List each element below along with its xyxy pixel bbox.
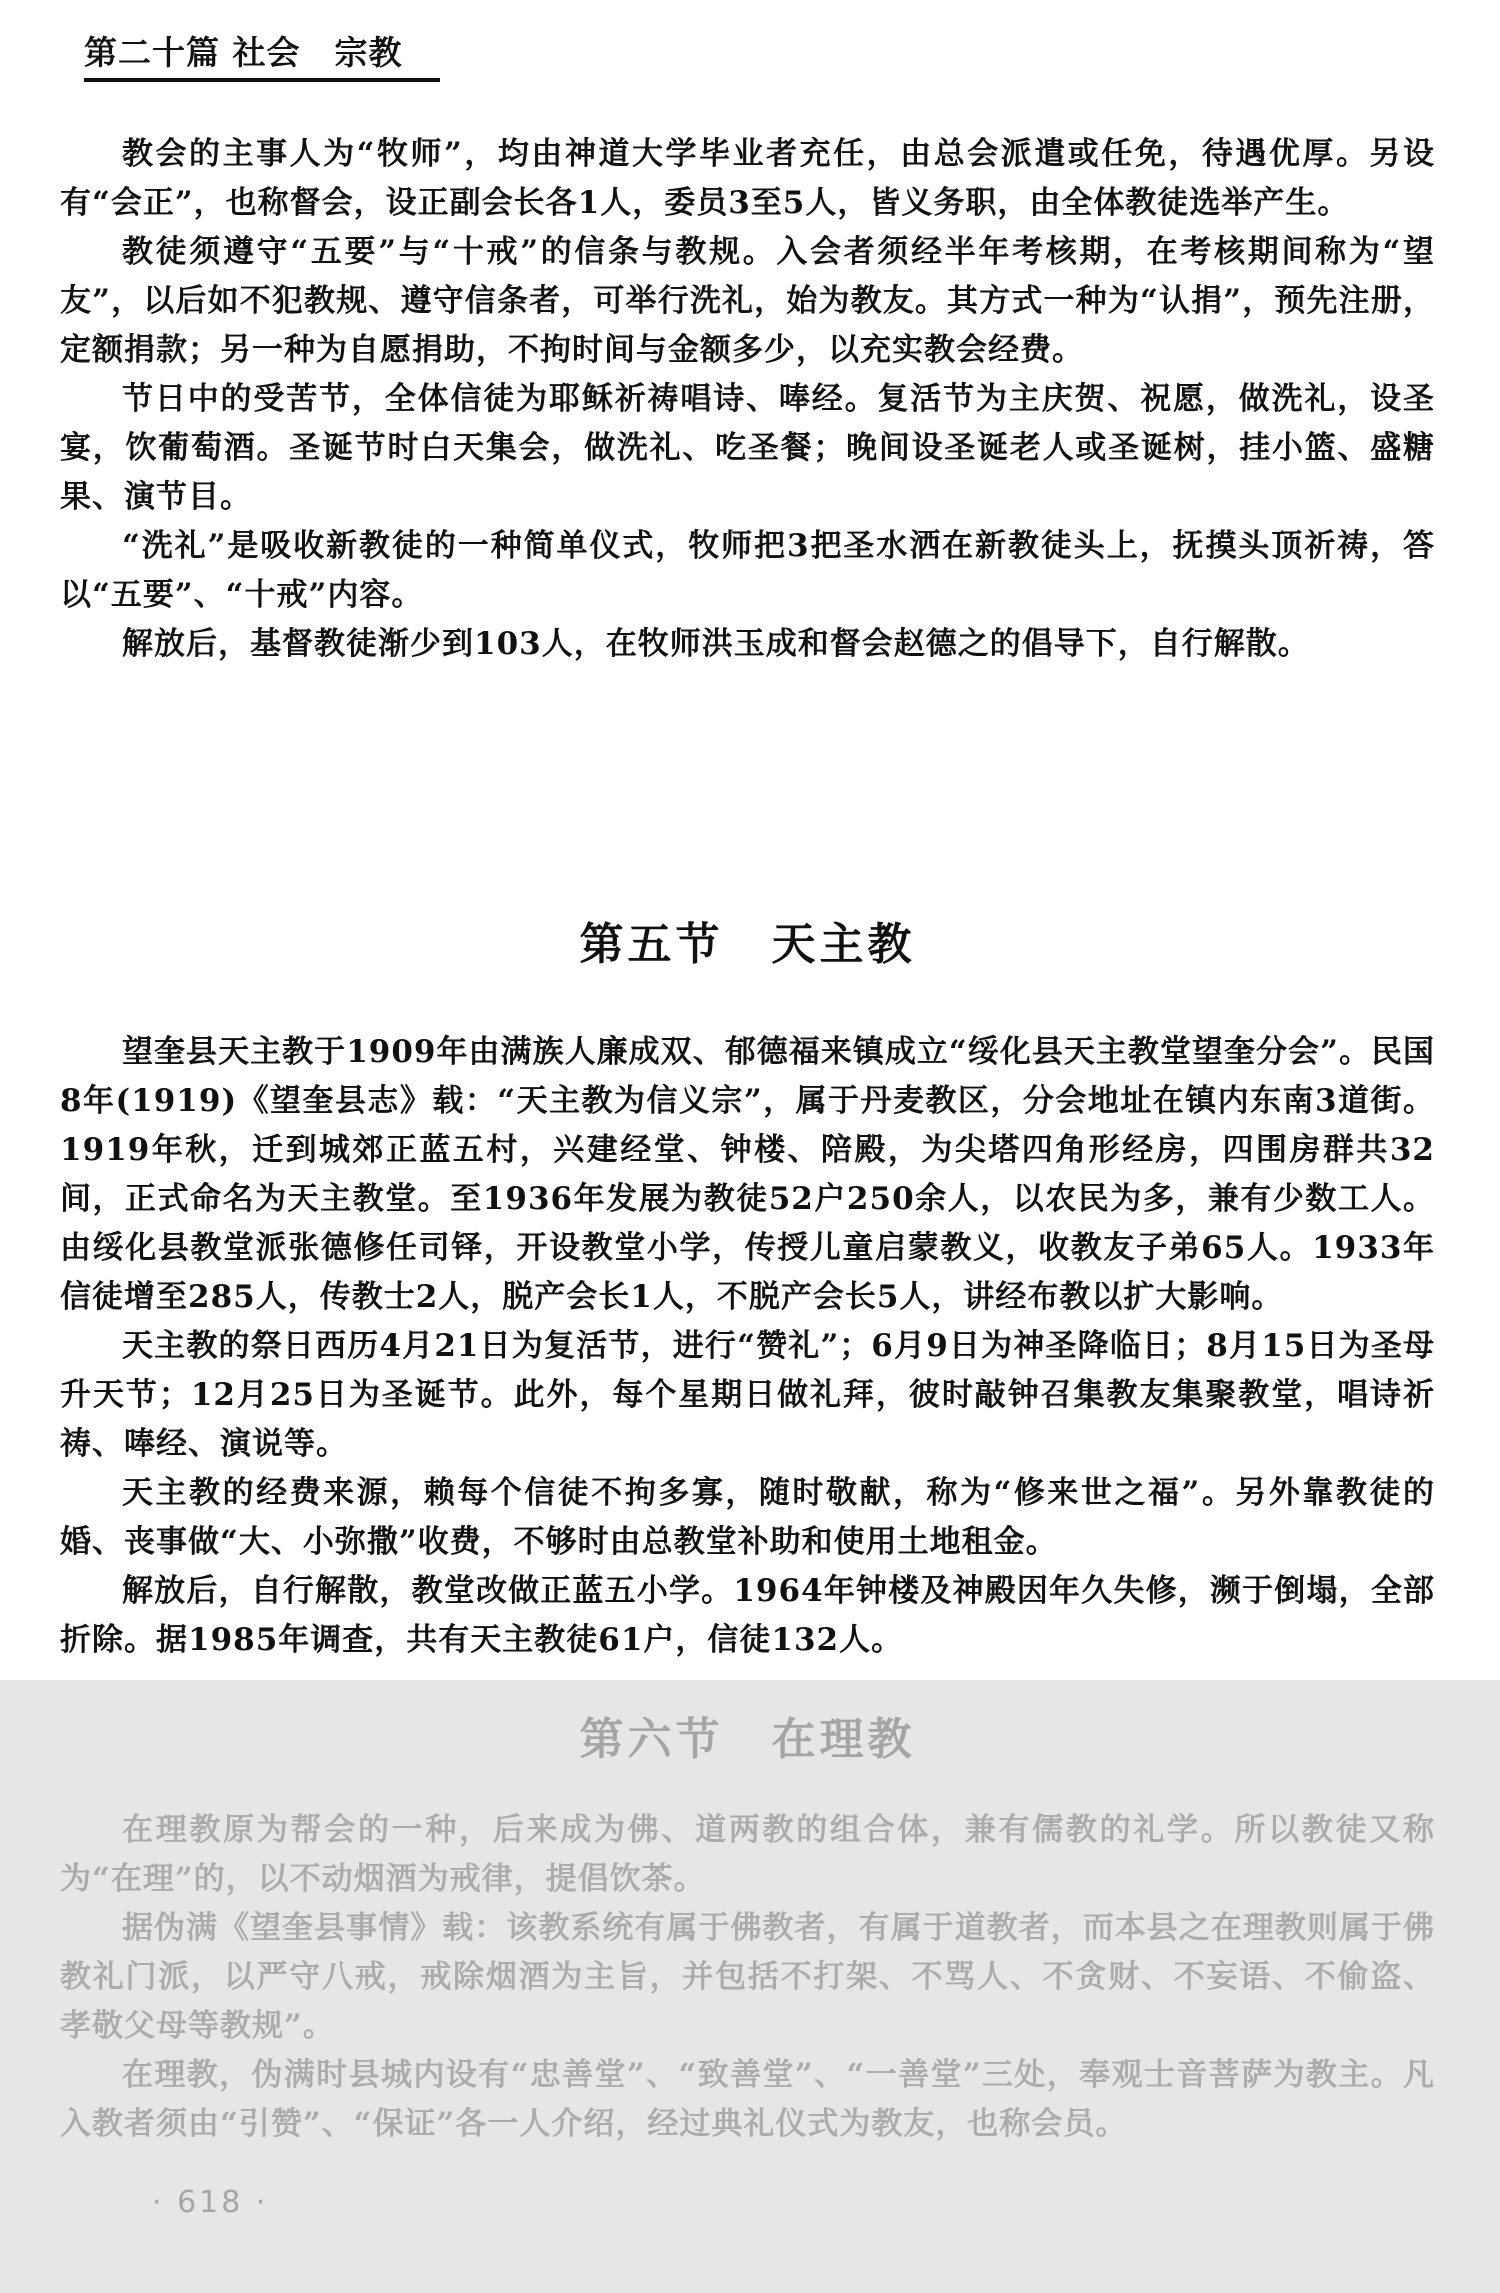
- paragraph: “洗礼”是吸收新教徒的一种简单仪式，牧师把3把圣水洒在新教徒头上，抚摸头顶祈祷，答以“五要”、“十戒”内容。: [60, 528, 1435, 613]
- paragraph: 解放后，基督教徒渐少到103人，在牧师洪玉成和督会赵德之的倡导下，自行解散。: [122, 626, 1310, 662]
- christianity-continued: [60, 130, 1435, 669]
- running-header: 第二十篇 社会 宗教: [84, 28, 440, 82]
- paragraph: 教徒须遵守“五要”与“十戒”的信条与教规。入会者须经半年考核期，在考核期间称为“望友”，以后如不犯教规、遵守信条者，可举行洗礼，始为教友。其方式一种为“认捐”，预先注册，定额捐款；另一种为自愿捐助，不拘时间与金额多少，以充实教会经费。: [60, 234, 1435, 368]
- section-body-zailijiao: [60, 1806, 1435, 2149]
- paragraph: 天主教的经费来源，赖每个信徒不拘多寡，随时敬献，称为“修来世之福”。另外靠教徒的婚、丧事做“大、小弥撒”收费，不够时由总教堂补助和使用土地租金。: [60, 1475, 1435, 1560]
- paragraph: 天主教的祭日西历4月21日为复活节，进行“赞礼”；6月9日为神圣降临日；8月15日为圣母升天节；12月25日为圣诞节。此外，每个星期日做礼拜，彼时敲钟召集教友集聚教堂，唱诗祈祷、唪经、演说等。: [60, 1328, 1435, 1462]
- paragraph: 节日中的受苦节，全体信徒为耶稣祈祷唱诗、唪经。复活节为主庆贺、祝愿，做洗礼，设圣宴，饮葡萄酒。圣诞节时白天集会，做洗礼、吃圣餐；晚间设圣诞老人或圣诞树，挂小篮、盛糖果、演节目。: [60, 381, 1435, 515]
- section-body-catholicism: [60, 1028, 1435, 1665]
- paragraph: 教会的主事人为“牧师”，均由神道大学毕业者充任，由总会派遣或任免，待遇优厚。另设有“会正”，也称督会，设正副会长各1人，委员3至5人，皆义务职，由全体教徒选举产生。: [60, 136, 1435, 221]
- page-number: · 618 ·: [152, 2185, 269, 2220]
- section-zailijiao: [60, 1710, 1435, 2149]
- paragraph: 在理教原为帮会的一种，后来成为佛、道两教的组合体，兼有儒教的礼学。所以教徒又称为“在理”的，以不动烟酒为戒律，提倡饮茶。: [60, 1812, 1435, 1897]
- paragraph: 在理教，伪满时县城内设有“忠善堂”、“致善堂”、“一善堂”三处，奉观士音菩萨为教主。凡入教者须由“引赞”、“保证”各一人介绍，经过典礼仪式为教友，也称会员。: [60, 2057, 1435, 2142]
- section-title-catholicism: 第五节 天主教: [579, 919, 916, 970]
- section-title-zailijiao: 第六节 在理教: [579, 1714, 916, 1765]
- paragraph: 望奎县天主教于1909年由满族人廉成双、郁德福来镇成立“绥化县天主教堂望奎分会”。民国8年(1919)《望奎县志》载：“天主教为信义宗”，属于丹麦教区，分会地址在镇内东南3道街。1919年秋，迁到城郊正蓝五村，兴建经堂、钟楼、陪殿，为尖塔四角形经房，四围房群共32间，正式命名为天主教堂。至1936年发展为教徒52户250余人，以农民为多，兼有少数工人。由绥化县教堂派张德修任司铎，开设教堂小学，传授儿童启蒙教义，收教友子弟65人。1933年信徒增至285人，传教士2人，脱产会长1人，不脱产会长5人，讲经布教以扩大影响。: [60, 1034, 1435, 1315]
- paragraph: 解放后，自行解散，教堂改做正蓝五小学。1964年钟楼及神殿因年久失修，濒于倒塌，全部折除。据1985年调查，共有天主教徒61户，信徒132人。: [60, 1573, 1435, 1658]
- paragraph: 据伪满《望奎县事情》载：该教系统有属于佛教者，有属于道教者，而本县之在理教则属于佛教礼门派，以严守八戒，戒除烟酒为主旨，并包括不打架、不骂人、不贪财、不妄语、不偷盗、孝敬父母等教规”。: [60, 1910, 1435, 2044]
